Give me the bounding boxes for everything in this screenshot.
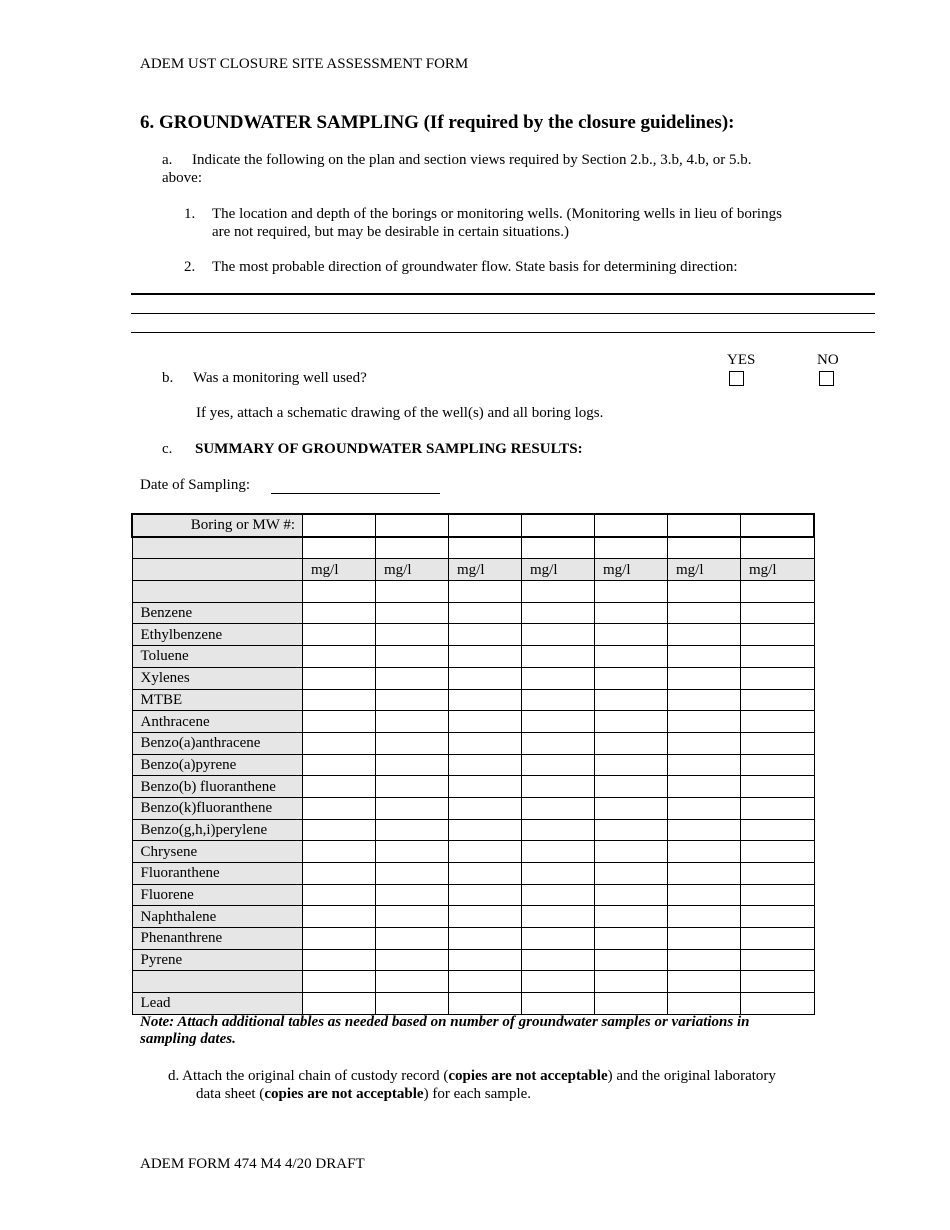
table-row bbox=[132, 581, 814, 603]
result-cell[interactable] bbox=[668, 841, 741, 863]
result-cell[interactable] bbox=[741, 624, 815, 646]
result-cell[interactable] bbox=[522, 906, 595, 928]
result-cell[interactable] bbox=[595, 949, 668, 971]
result-cell[interactable] bbox=[449, 776, 522, 798]
form-header: ADEM UST CLOSURE SITE ASSESSMENT FORM bbox=[140, 56, 469, 72]
item-b-note: If yes, attach a schematic drawing of the well(s) and all boring logs. bbox=[196, 405, 604, 421]
result-cell[interactable] bbox=[303, 689, 376, 711]
analyte-label-cell: Benzene bbox=[132, 602, 303, 624]
result-cell[interactable] bbox=[522, 797, 595, 819]
date-of-sampling-field[interactable] bbox=[271, 493, 440, 494]
analyte-label-cell: Fluoranthene bbox=[132, 863, 303, 885]
result-cell[interactable] bbox=[376, 689, 449, 711]
result-cell[interactable] bbox=[668, 667, 741, 689]
result-cell[interactable] bbox=[668, 928, 741, 950]
table-row bbox=[132, 884, 814, 906]
result-cell[interactable] bbox=[741, 797, 815, 819]
result-cell[interactable] bbox=[741, 841, 815, 863]
analyte-label-cell: Xylenes bbox=[132, 667, 303, 689]
result-cell[interactable] bbox=[522, 602, 595, 624]
result-cell[interactable] bbox=[522, 581, 595, 603]
row-label-cell bbox=[132, 537, 303, 559]
boring-id-cell[interactable] bbox=[376, 514, 449, 537]
boring-id-cell[interactable] bbox=[741, 514, 815, 537]
boring-label-cell: Boring or MW #: bbox=[132, 514, 303, 537]
table-row bbox=[132, 993, 814, 1015]
result-cell[interactable] bbox=[449, 667, 522, 689]
result-cell[interactable] bbox=[741, 884, 815, 906]
result-cell[interactable] bbox=[303, 754, 376, 776]
result-cell[interactable] bbox=[522, 667, 595, 689]
result-cell[interactable] bbox=[522, 884, 595, 906]
unit-cell: mg/l bbox=[376, 559, 449, 581]
result-cell[interactable] bbox=[668, 863, 741, 885]
item-d-pre2: data sheet ( bbox=[196, 1086, 265, 1102]
table-row bbox=[132, 906, 814, 928]
result-cell[interactable] bbox=[449, 819, 522, 841]
analyte-label-cell: Phenanthrene bbox=[132, 928, 303, 950]
item-d-bold2: copies are not acceptable bbox=[264, 1086, 424, 1102]
result-cell[interactable] bbox=[668, 624, 741, 646]
result-cell[interactable] bbox=[668, 581, 741, 603]
table-row bbox=[132, 667, 814, 689]
result-cell[interactable] bbox=[522, 863, 595, 885]
result-cell[interactable] bbox=[376, 711, 449, 733]
table-row bbox=[132, 646, 814, 668]
result-cell[interactable] bbox=[668, 776, 741, 798]
result-cell[interactable] bbox=[303, 624, 376, 646]
yes-checkbox[interactable] bbox=[729, 371, 744, 386]
analyte-label-cell: Toluene bbox=[132, 646, 303, 668]
result-cell[interactable] bbox=[303, 906, 376, 928]
form-footer: ADEM FORM 474 M4 4/20 DRAFT bbox=[140, 1156, 365, 1172]
result-cell[interactable] bbox=[376, 819, 449, 841]
result-cell[interactable] bbox=[522, 689, 595, 711]
result-cell[interactable] bbox=[595, 667, 668, 689]
item-d-bold1: copies are not acceptable bbox=[448, 1068, 608, 1084]
table-row bbox=[132, 776, 814, 798]
item-a-text-cont: above: bbox=[162, 170, 202, 186]
result-cell[interactable] bbox=[303, 776, 376, 798]
analyte-label-cell: Benzo(b) fluoranthene bbox=[132, 776, 303, 798]
result-cell[interactable] bbox=[449, 732, 522, 754]
result-cell[interactable] bbox=[376, 971, 449, 993]
analyte-label-cell: Fluorene bbox=[132, 884, 303, 906]
result-cell[interactable] bbox=[668, 906, 741, 928]
table-row bbox=[132, 797, 814, 819]
no-checkbox[interactable] bbox=[819, 371, 834, 386]
unit-cell: mg/l bbox=[449, 559, 522, 581]
analyte-label-cell: Benzo(a)anthracene bbox=[132, 732, 303, 754]
table-row bbox=[132, 928, 814, 950]
result-cell[interactable] bbox=[522, 537, 595, 559]
row-label-cell bbox=[132, 581, 303, 603]
result-cell[interactable] bbox=[668, 689, 741, 711]
result-cell[interactable] bbox=[595, 993, 668, 1015]
table-row bbox=[132, 863, 814, 885]
result-cell[interactable] bbox=[376, 863, 449, 885]
result-cell[interactable] bbox=[449, 624, 522, 646]
result-cell[interactable] bbox=[595, 841, 668, 863]
result-cell[interactable] bbox=[595, 602, 668, 624]
date-of-sampling-label: Date of Sampling: bbox=[140, 477, 250, 493]
result-cell[interactable] bbox=[741, 993, 815, 1015]
result-cell[interactable] bbox=[595, 624, 668, 646]
result-cell[interactable] bbox=[303, 949, 376, 971]
boring-id-cell[interactable] bbox=[668, 514, 741, 537]
table-row bbox=[132, 732, 814, 754]
result-cell[interactable] bbox=[522, 732, 595, 754]
analyte-label-cell: Pyrene bbox=[132, 949, 303, 971]
item-d-mid: ) and the original laboratory bbox=[607, 1068, 776, 1084]
answer-line-3[interactable] bbox=[131, 332, 875, 333]
result-cell[interactable] bbox=[376, 928, 449, 950]
result-cell[interactable] bbox=[303, 667, 376, 689]
result-cell[interactable] bbox=[522, 971, 595, 993]
result-cell[interactable] bbox=[741, 906, 815, 928]
result-cell[interactable] bbox=[376, 949, 449, 971]
unit-cell: mg/l bbox=[303, 559, 376, 581]
result-cell[interactable] bbox=[303, 971, 376, 993]
item-a1-number: 1. bbox=[184, 206, 196, 222]
result-cell[interactable] bbox=[741, 776, 815, 798]
result-cell[interactable] bbox=[595, 732, 668, 754]
result-cell[interactable] bbox=[522, 624, 595, 646]
item-a2-number: 2. bbox=[184, 259, 196, 275]
unit-cell: mg/l bbox=[522, 559, 595, 581]
table-header-row bbox=[132, 514, 814, 537]
result-cell[interactable] bbox=[449, 993, 522, 1015]
unit-row bbox=[132, 559, 814, 581]
result-cell[interactable] bbox=[376, 776, 449, 798]
result-cell[interactable] bbox=[522, 841, 595, 863]
result-cell[interactable] bbox=[303, 711, 376, 733]
result-cell[interactable] bbox=[522, 646, 595, 668]
result-cell[interactable] bbox=[595, 863, 668, 885]
result-cell[interactable] bbox=[668, 993, 741, 1015]
result-cell[interactable] bbox=[303, 863, 376, 885]
analyte-label-cell: Benzo(a)pyrene bbox=[132, 754, 303, 776]
result-cell[interactable] bbox=[595, 581, 668, 603]
item-d-pre: d. Attach the original chain of custody record ( bbox=[168, 1068, 449, 1084]
result-cell[interactable] bbox=[668, 949, 741, 971]
item-d-line1 bbox=[168, 1067, 776, 1085]
item-a-text: Indicate the following on the plan and section views required by Section 2.b., 3.b, 4.b, or 5.b. bbox=[192, 152, 752, 168]
result-cell[interactable] bbox=[522, 754, 595, 776]
result-cell[interactable] bbox=[741, 581, 815, 603]
result-cell[interactable] bbox=[668, 537, 741, 559]
result-cell[interactable] bbox=[741, 689, 815, 711]
result-cell[interactable] bbox=[376, 797, 449, 819]
analyte-label-cell: Lead bbox=[132, 993, 303, 1015]
result-cell[interactable] bbox=[595, 689, 668, 711]
result-cell[interactable] bbox=[376, 884, 449, 906]
result-cell[interactable] bbox=[595, 754, 668, 776]
result-cell[interactable] bbox=[376, 732, 449, 754]
result-cell[interactable] bbox=[741, 537, 815, 559]
result-cell[interactable] bbox=[741, 754, 815, 776]
analyte-label-cell: Benzo(k)fluoranthene bbox=[132, 797, 303, 819]
result-cell[interactable] bbox=[376, 602, 449, 624]
analyte-label-cell: MTBE bbox=[132, 689, 303, 711]
unit-cell: mg/l bbox=[741, 559, 815, 581]
section-title: 6. GROUNDWATER SAMPLING (If required by the closure guidelines): bbox=[140, 112, 735, 133]
result-cell[interactable] bbox=[449, 537, 522, 559]
boring-id-cell[interactable] bbox=[595, 514, 668, 537]
result-cell[interactable] bbox=[449, 602, 522, 624]
result-cell[interactable] bbox=[449, 863, 522, 885]
result-cell[interactable] bbox=[668, 732, 741, 754]
sampling-results-table bbox=[131, 513, 815, 1015]
answer-line-2[interactable] bbox=[131, 313, 875, 314]
result-cell[interactable] bbox=[449, 949, 522, 971]
item-a1-line2: are not required, but may be desirable in certain situations.) bbox=[212, 224, 569, 240]
item-a2-text: The most probable direction of groundwater flow. State basis for determining direction: bbox=[212, 259, 738, 275]
analyte-label-cell: Benzo(g,h,i)perylene bbox=[132, 819, 303, 841]
table-row bbox=[132, 537, 814, 559]
analyte-label-cell bbox=[132, 971, 303, 993]
unit-cell: mg/l bbox=[595, 559, 668, 581]
result-cell[interactable] bbox=[449, 689, 522, 711]
item-c-letter: c. bbox=[162, 441, 173, 457]
result-cell[interactable] bbox=[376, 906, 449, 928]
item-c-title: SUMMARY OF GROUNDWATER SAMPLING RESULTS: bbox=[195, 441, 583, 457]
analyte-label-cell: Chrysene bbox=[132, 841, 303, 863]
result-cell[interactable] bbox=[303, 537, 376, 559]
result-cell[interactable] bbox=[303, 581, 376, 603]
result-cell[interactable] bbox=[376, 624, 449, 646]
result-cell[interactable] bbox=[303, 732, 376, 754]
yes-label: YES bbox=[727, 352, 756, 368]
result-cell[interactable] bbox=[668, 754, 741, 776]
result-cell[interactable] bbox=[741, 646, 815, 668]
result-cell[interactable] bbox=[522, 993, 595, 1015]
result-cell[interactable] bbox=[741, 711, 815, 733]
result-cell[interactable] bbox=[376, 667, 449, 689]
analyte-label-cell: Naphthalene bbox=[132, 906, 303, 928]
item-d-post: ) for each sample. bbox=[423, 1086, 532, 1102]
result-cell[interactable] bbox=[522, 928, 595, 950]
result-cell[interactable] bbox=[595, 819, 668, 841]
result-cell[interactable] bbox=[741, 863, 815, 885]
table-row bbox=[132, 711, 814, 733]
item-b-question: Was a monitoring well used? bbox=[193, 370, 367, 386]
result-cell[interactable] bbox=[376, 841, 449, 863]
item-b-letter: b. bbox=[162, 370, 174, 386]
result-cell[interactable] bbox=[449, 884, 522, 906]
boring-id-cell[interactable] bbox=[303, 514, 376, 537]
result-cell[interactable] bbox=[376, 646, 449, 668]
result-cell[interactable] bbox=[668, 602, 741, 624]
result-cell[interactable] bbox=[449, 928, 522, 950]
unit-cell: mg/l bbox=[668, 559, 741, 581]
analyte-label-cell: Ethylbenzene bbox=[132, 624, 303, 646]
result-cell[interactable] bbox=[303, 602, 376, 624]
result-cell[interactable] bbox=[303, 646, 376, 668]
result-cell[interactable] bbox=[449, 754, 522, 776]
result-cell[interactable] bbox=[595, 797, 668, 819]
boring-id-cell[interactable] bbox=[449, 514, 522, 537]
result-cell[interactable] bbox=[303, 797, 376, 819]
result-cell[interactable] bbox=[449, 971, 522, 993]
result-cell[interactable] bbox=[668, 797, 741, 819]
result-cell[interactable] bbox=[741, 667, 815, 689]
no-label: NO bbox=[817, 352, 839, 368]
result-cell[interactable] bbox=[376, 993, 449, 1015]
result-cell[interactable] bbox=[741, 732, 815, 754]
table-row bbox=[132, 624, 814, 646]
table-note: Note: Attach additional tables as needed based on number of groundwater samples or variations in sampling dates. bbox=[140, 1014, 750, 1047]
result-cell[interactable] bbox=[595, 884, 668, 906]
result-cell[interactable] bbox=[668, 884, 741, 906]
result-cell[interactable] bbox=[741, 949, 815, 971]
item-a-letter: a. bbox=[162, 152, 173, 168]
result-cell[interactable] bbox=[522, 949, 595, 971]
result-cell[interactable] bbox=[595, 646, 668, 668]
table-row bbox=[132, 602, 814, 624]
table-row bbox=[132, 971, 814, 993]
result-cell[interactable] bbox=[522, 711, 595, 733]
result-cell[interactable] bbox=[522, 819, 595, 841]
result-cell[interactable] bbox=[595, 537, 668, 559]
result-cell[interactable] bbox=[595, 906, 668, 928]
result-cell[interactable] bbox=[376, 537, 449, 559]
result-cell[interactable] bbox=[303, 841, 376, 863]
result-cell[interactable] bbox=[376, 754, 449, 776]
result-cell[interactable] bbox=[595, 971, 668, 993]
result-cell[interactable] bbox=[741, 971, 815, 993]
result-cell[interactable] bbox=[668, 711, 741, 733]
result-cell[interactable] bbox=[595, 928, 668, 950]
analyte-label-cell: Anthracene bbox=[132, 711, 303, 733]
row-label-cell bbox=[132, 559, 303, 581]
result-cell[interactable] bbox=[595, 776, 668, 798]
table-row bbox=[132, 689, 814, 711]
result-cell[interactable] bbox=[668, 971, 741, 993]
result-cell[interactable] bbox=[303, 819, 376, 841]
result-cell[interactable] bbox=[741, 602, 815, 624]
result-cell[interactable] bbox=[449, 646, 522, 668]
result-cell[interactable] bbox=[522, 776, 595, 798]
result-cell[interactable] bbox=[668, 819, 741, 841]
table-row bbox=[132, 819, 814, 841]
table-row bbox=[132, 949, 814, 971]
result-cell[interactable] bbox=[449, 711, 522, 733]
result-cell[interactable] bbox=[449, 581, 522, 603]
table-row bbox=[132, 841, 814, 863]
result-cell[interactable] bbox=[668, 646, 741, 668]
result-cell[interactable] bbox=[303, 993, 376, 1015]
result-cell[interactable] bbox=[741, 819, 815, 841]
result-cell[interactable] bbox=[449, 906, 522, 928]
result-cell[interactable] bbox=[303, 884, 376, 906]
result-cell[interactable] bbox=[449, 797, 522, 819]
result-cell[interactable] bbox=[741, 928, 815, 950]
result-cell[interactable] bbox=[595, 711, 668, 733]
result-cell[interactable] bbox=[376, 581, 449, 603]
result-cell[interactable] bbox=[303, 928, 376, 950]
boring-id-cell[interactable] bbox=[522, 514, 595, 537]
item-a1-line1: The location and depth of the borings or monitoring wells. (Monitoring wells in lieu of borings bbox=[212, 206, 782, 222]
table-row bbox=[132, 754, 814, 776]
item-d-line2 bbox=[196, 1085, 531, 1103]
result-cell[interactable] bbox=[449, 841, 522, 863]
answer-line-1[interactable] bbox=[131, 293, 875, 295]
